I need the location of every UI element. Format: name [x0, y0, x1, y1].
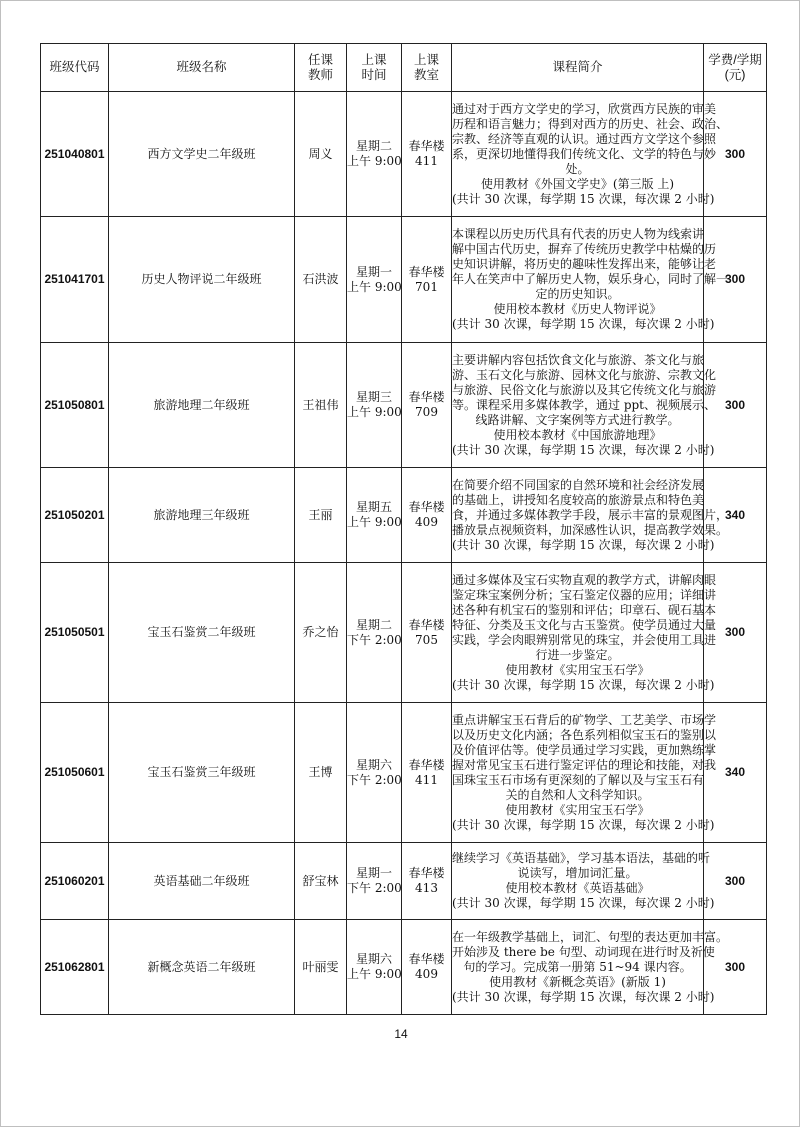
class-name: 宝玉石鉴赏二年级班: [109, 563, 295, 703]
teacher-name: 周义: [295, 92, 347, 217]
class-name: 英语基础二年级班: [109, 843, 295, 920]
class-name: 历史人物评说二年级班: [109, 217, 295, 343]
tuition-fee: 300: [704, 920, 767, 1015]
class-time: 星期一 上午 9:00: [347, 217, 402, 343]
classroom: 春华楼 411: [402, 92, 452, 217]
course-description: 在简要介绍不同国家的自然环境和社会经济发展 的基础上，讲授知名度较高的旅游景点和特色美 食，并通过多媒体教学手段，展示丰富的景观图片， 播放景点视频资料，加深感性认识，提高教学效果。 (共计 30 次课，每学期 15 次课，每次课 2 小时): [452, 468, 704, 563]
class-time: 星期二 下午 2:00: [347, 563, 402, 703]
class-time: 星期二 上午 9:00: [347, 92, 402, 217]
table-row: [41, 703, 767, 843]
table-row: [41, 563, 767, 703]
table-row: [41, 843, 767, 920]
class-code: 251040801: [41, 92, 109, 217]
course-description: 在一年级教学基础上，词汇、句型的表达更加丰富。 开始涉及 there be 句型、动词现在进行时及祈使 句的学习。完成第一册第 51~94 课内容。 使用教材《新概念英语》(新版 1) (共计 30 次课，每学期 15 次课，每次课 2 小时): [452, 920, 704, 1015]
course-table: [40, 43, 767, 1015]
teacher-name: 王祖伟: [295, 343, 347, 468]
table-row: [41, 920, 767, 1015]
header-room: 上课 教室: [402, 44, 452, 92]
class-code: 251060201: [41, 843, 109, 920]
class-name: 旅游地理三年级班: [109, 468, 295, 563]
classroom: 春华楼 705: [402, 563, 452, 703]
teacher-name: 王丽: [295, 468, 347, 563]
table-header-row: [41, 44, 767, 92]
tuition-fee: 300: [704, 92, 767, 217]
class-time: 星期六 上午 9:00: [347, 920, 402, 1015]
course-description: 通过多媒体及宝石实物直观的教学方式，讲解肉眼 鉴定珠宝案例分析；宝石鉴定仪器的应用；详细讲 述各种有机宝石的鉴别和评估；印章石、砚石基本 特征、分类及玉文化与古玉鉴赏。使学员通过大量 实践，学会肉眼辨别常见的珠宝，并会使用工具进 行进一步鉴定。 使用教材《实用宝玉石学》 (共计 30 次课，每学期 15 次课，每次课 2 小时): [452, 563, 704, 703]
teacher-name: 石洪波: [295, 217, 347, 343]
class-code: 251050201: [41, 468, 109, 563]
teacher-name: 乔之怡: [295, 563, 347, 703]
table-row: [41, 343, 767, 468]
class-time: 星期一 下午 2:00: [347, 843, 402, 920]
header-name: 班级名称: [109, 44, 295, 92]
tuition-fee: 300: [704, 217, 767, 343]
header-teacher: 任课 教师: [295, 44, 347, 92]
table-row: [41, 468, 767, 563]
header-desc: 课程简介: [452, 44, 704, 92]
tuition-fee: 300: [704, 843, 767, 920]
class-time: 星期三 上午 9:00: [347, 343, 402, 468]
class-code: 251062801: [41, 920, 109, 1015]
teacher-name: 叶丽雯: [295, 920, 347, 1015]
class-time: 星期五 上午 9:00: [347, 468, 402, 563]
course-description: 重点讲解宝玉石背后的矿物学、工艺美学、市场学 以及历史文化内涵；各色系列相似宝玉石的鉴别以 及价值评估等。使学员通过学习实践，更加熟练掌 握对常见宝玉石进行鉴定评估的理论和技能，对我 国珠宝玉石市场有更深刻的了解以及与宝玉石有 关的自然和人文科学知识。 使用教材《实用宝玉石学》 (共计 30 次课，每学期 15 次课，每次课 2 小时): [452, 703, 704, 843]
course-description: 继续学习《英语基础》，学习基本语法，基础的听 说读写，增加词汇量。 使用校本教材《英语基础》 (共计 30 次课，每学期 15 次课，每次课 2 小时): [452, 843, 704, 920]
tuition-fee: 340: [704, 468, 767, 563]
course-description: 主要讲解内容包括饮食文化与旅游、茶文化与旅 游、玉石文化与旅游、园林文化与旅游、宗教文化 与旅游、民俗文化与旅游以及其它传统文化与旅游 等。课程采用多媒体教学，通过 ppt、视频展示、 线路讲解、文字案例等方式进行教学。 使用校本教材《中国旅游地理》 (共计 30 次课，每学期 15 次课，每次课 2 小时): [452, 343, 704, 468]
classroom: 春华楼 701: [402, 217, 452, 343]
class-time: 星期六 下午 2:00: [347, 703, 402, 843]
header-fee: 学费/学期 (元): [704, 44, 767, 92]
table-row: [41, 92, 767, 217]
header-code: 班级代码: [41, 44, 109, 92]
course-description: 本课程以历史历代具有代表的历史人物为线索讲 解中国古代历史，摒弃了传统历史教学中枯燥的历 史知识讲解，将历史的趣味性发挥出来，能够让老 年人在笑声中了解历史人物，娱乐身心，同时了解一 定的历史知识。 使用校本教材《历史人物评说》 (共计 30 次课，每学期 15 次课，每次课 2 小时): [452, 217, 704, 343]
class-code: 251050501: [41, 563, 109, 703]
table-row: [41, 217, 767, 343]
header-time: 上课 时间: [347, 44, 402, 92]
course-description: 通过对于西方文学史的学习，欣赏西方民族的审美 历程和语言魅力；得到对西方的历史、社会、政治、 宗教、经济等直观的认识。通过西方文学这个参照 系，更深切地懂得我们传统文化、文学的特色与妙 处。 使用教材《外国文学史》(第三版 上) (共计 30 次课，每学期 15 次课，每次课 2 小时): [452, 92, 704, 217]
classroom: 春华楼 411: [402, 703, 452, 843]
classroom: 春华楼 709: [402, 343, 452, 468]
page-number: 14: [394, 1027, 408, 1041]
classroom: 春华楼 409: [402, 920, 452, 1015]
class-name: 西方文学史二年级班: [109, 92, 295, 217]
class-code: 251041701: [41, 217, 109, 343]
classroom: 春华楼 409: [402, 468, 452, 563]
teacher-name: 舒宝林: [295, 843, 347, 920]
tuition-fee: 300: [704, 343, 767, 468]
class-code: 251050601: [41, 703, 109, 843]
class-code: 251050801: [41, 343, 109, 468]
class-name: 宝玉石鉴赏三年级班: [109, 703, 295, 843]
tuition-fee: 300: [704, 563, 767, 703]
teacher-name: 王博: [295, 703, 347, 843]
tuition-fee: 340: [704, 703, 767, 843]
classroom: 春华楼 413: [402, 843, 452, 920]
class-name: 新概念英语二年级班: [109, 920, 295, 1015]
class-name: 旅游地理二年级班: [109, 343, 295, 468]
